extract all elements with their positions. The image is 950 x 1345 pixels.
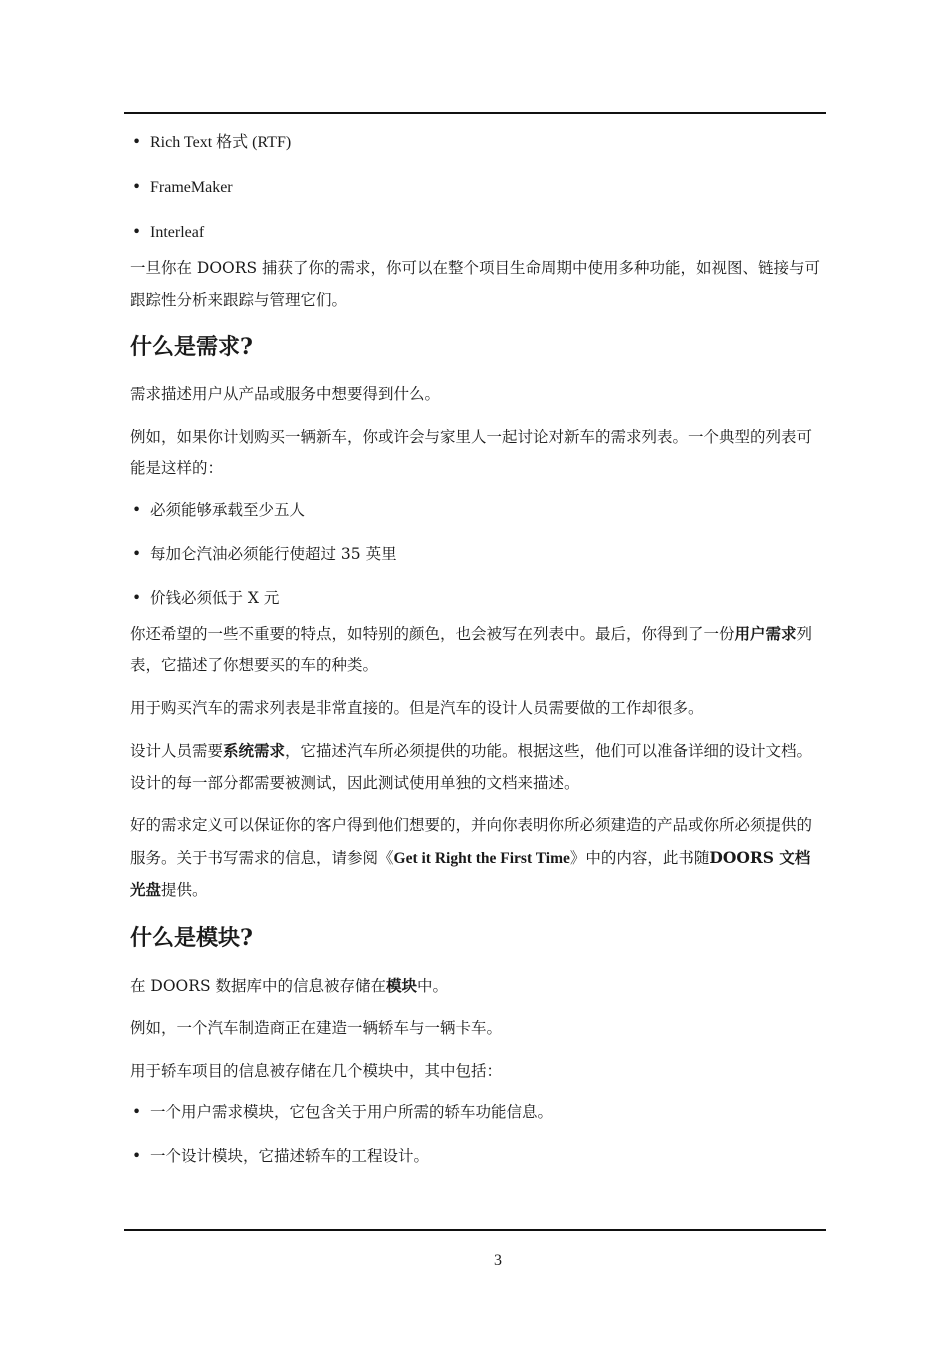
bullet-icon: •: [132, 588, 142, 607]
text-span: 提供。: [161, 881, 208, 899]
paragraph-system-requirements: [130, 735, 820, 799]
text-span: 在 DOORS 数据库中的信息被存储在: [130, 976, 386, 995]
list-item: [130, 540, 820, 568]
list-item-text: 一个设计模块，它描述轿车的工程设计。: [150, 1147, 430, 1165]
paragraph-straightforward: 用于购买汽车的需求列表是非常直接的。但是汽车的设计人员需要做的工作却很多。: [130, 698, 704, 717]
bullet-icon: •: [132, 1147, 142, 1165]
term-module: 模块: [386, 975, 418, 995]
paragraph-good-requirements: [130, 810, 820, 907]
list-item: [130, 128, 820, 157]
list-item-text: FrameMaker: [150, 179, 233, 196]
paragraph-doors-capture: 一旦你在 DOORS 捕获了你的需求，你可以在整个项目生命周期中使用多种功能，如视图、链接与可跟踪性分析来跟踪与管理它们。: [130, 259, 820, 309]
text-span: 》中的内容，此书随: [569, 848, 710, 867]
footer-rule: [124, 1229, 826, 1231]
paragraph-car-example: 例如，如果你计划购买一辆新车，你或许会与家里人一起讨论对新车的需求列表。一个典型的列表可能是这样的：: [130, 427, 813, 477]
page-body: [130, 128, 820, 1186]
bullet-icon: •: [132, 223, 142, 241]
text-span: 你还希望的一些不重要的特点，如特别的颜色，也会被写在列表中。最后，你得到了一份: [130, 624, 735, 643]
bullet-icon: •: [132, 133, 142, 151]
text-span: 列表，它描述了你想要买的车的种类。: [130, 624, 813, 674]
text-span: ，它描述汽车所必须提供的功能。根据这些，他们可以准备详细的设计文档。设计的每一部分都需要被测试，因此测试使用单独的文档来描述。: [130, 742, 813, 792]
term-user-requirements: 用户需求: [734, 623, 797, 643]
heading-what-is-requirement: 什么是需求?: [130, 334, 253, 360]
list-item: [130, 1098, 820, 1126]
bullet-icon: •: [132, 178, 142, 196]
list-item: [130, 218, 820, 247]
list-item-text: 一个用户需求模块，它包含关于用户所需的轿车功能信息。: [150, 1103, 554, 1121]
term-system-requirements: 系统需求: [223, 741, 286, 760]
bullet-icon: •: [132, 500, 142, 519]
list-item-text: 价钱必须低于 X 元: [150, 588, 280, 607]
text-span: 设计人员需要: [130, 742, 224, 760]
list-item: [130, 496, 820, 524]
paragraph-sedan-modules: 用于轿车项目的信息被存储在几个模块中，其中包括：: [130, 1061, 503, 1080]
list-item: [130, 1142, 820, 1170]
term-doors-cd: DOORS 文档光盘: [130, 847, 811, 899]
paragraph-manufacturer-example: 例如，一个汽车制造商正在建造一辆轿车与一辆卡车。: [130, 1019, 503, 1037]
list-item-text: 必须能够承载至少五人: [150, 500, 306, 519]
header-rule: [124, 112, 826, 114]
bullet-icon: •: [132, 1103, 142, 1121]
list-item-text: Interleaf: [150, 224, 205, 241]
paragraph-user-requirements: [130, 618, 820, 682]
paragraph-module-storage: [130, 970, 820, 1003]
text-span: 好的需求定义可以保证你的客户得到他们想要的，并向你表明你所必须建造的产品或你所必须提供的服务。关于书写需求的信息，请参阅《: [130, 816, 813, 867]
page-number: 3: [494, 1252, 502, 1269]
list-item: [130, 173, 820, 202]
text-span: 中。: [417, 976, 449, 995]
bullet-icon: •: [132, 544, 142, 563]
paragraph-requirement-definition: 需求描述用户从产品或服务中想要得到什么。: [130, 385, 441, 403]
heading-what-is-module: 什么是模块?: [130, 924, 253, 951]
list-item-text: Rich Text 格式 (RTF): [150, 134, 292, 151]
list-item: [130, 584, 820, 612]
book-title: Get it Right the First Time: [393, 849, 570, 867]
list-item-text: 每加仑汽油必须能行使超过 35 英里: [150, 544, 397, 563]
